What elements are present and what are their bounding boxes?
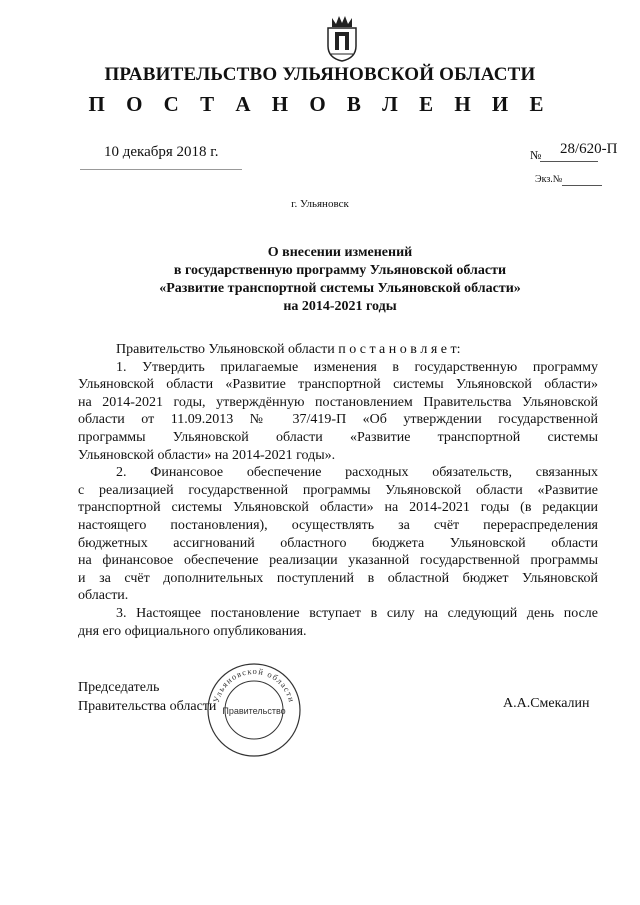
- signatory-name: А.А.Смекалин: [503, 696, 590, 711]
- signatory-title-line: Председатель: [78, 680, 160, 695]
- coat-of-arms-icon: [324, 14, 360, 62]
- body-line: области от 11.09.2013 № 37/419-П «Об утверждении государственной: [78, 412, 598, 428]
- subject-line: «Развитие транспортной системы Ульяновской области»: [159, 281, 521, 296]
- body-line: программы Ульяновской области «Развитие транспортной системы: [78, 429, 598, 445]
- body-line: настоящего постановления), осуществлять за счёт перераспределения: [78, 517, 598, 533]
- subject-line: в государственную программу Ульяновской области: [173, 263, 507, 278]
- body-line: бюджетных ассигнований областного бюджета Ульяновской области: [78, 535, 598, 551]
- document-date: 10 декабря 2018 г.: [104, 144, 219, 160]
- copy-number-label: Экз.№: [535, 174, 563, 185]
- stamp-ring-text: Ульяновской области: [210, 665, 298, 704]
- body-line: транспортной системы Ульяновской области» на 2014-2021 годы (в редакции: [78, 500, 598, 516]
- number-underline: [540, 161, 598, 162]
- body-line: с реализацией государственной программы Ульяновской области «Развитие: [78, 482, 598, 498]
- document-number: 28/620-П: [560, 141, 618, 157]
- city: г. Ульяновск: [291, 198, 349, 210]
- signatory-title-line: Правительства области: [78, 699, 217, 714]
- body-line: на финансовое обеспечение реализации указанной государственной программы: [78, 553, 598, 569]
- subject-line: О внесении изменений: [267, 245, 413, 260]
- subject-line: на 2014-2021 годы: [283, 299, 397, 314]
- stamp-center-text: Правительство: [222, 706, 286, 716]
- body-line: Ульяновской области» на 2014-2021 годы».: [78, 447, 336, 463]
- document-subject: [80, 244, 600, 316]
- document-type: П О С Т А Н О В Л Е Н И Е: [88, 92, 552, 116]
- official-stamp: [206, 662, 302, 758]
- body-line: области.: [78, 588, 129, 604]
- date-underline: [80, 169, 242, 170]
- body-line: дня его официального опубликования.: [78, 623, 307, 639]
- body-line: 2. Финансовое обеспечение расходных обязательств, связанных: [116, 465, 598, 481]
- body-preamble: Правительство Ульяновской области п о с т а н о в л я е т:: [116, 342, 461, 357]
- signatory-title: [78, 678, 216, 716]
- government-name: ПРАВИТЕЛЬСТВО УЛЬЯНОВСКОЙ ОБЛАСТИ: [104, 64, 536, 85]
- body-line: на 2014-2021 годы, утверждённую постановлением Правительства Ульяновской: [78, 394, 598, 410]
- document-body: [78, 341, 598, 640]
- body-line: и за счёт дополнительных поступлений в областной бюджет Ульяновской: [78, 570, 598, 586]
- body-line: 1. Утвердить прилагаемые изменения в государственную программу: [116, 359, 598, 375]
- body-line: Ульяновской области «Развитие транспортной системы Ульяновской области»: [78, 377, 598, 393]
- copy-number-underline: [562, 185, 602, 186]
- svg-text:Ульяновской области: [211, 666, 297, 704]
- body-line: 3. Настоящее постановление вступает в силу на следующий день после: [116, 605, 598, 621]
- number-sign: №: [530, 148, 542, 162]
